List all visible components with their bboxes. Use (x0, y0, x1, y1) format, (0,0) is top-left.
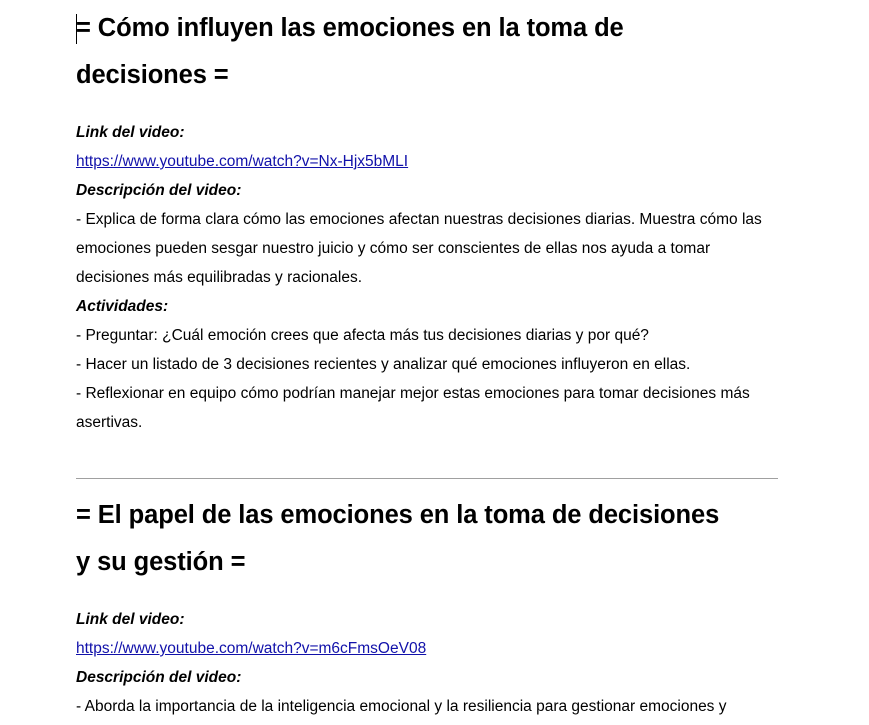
section-2-heading-line2: y su gestión = (76, 548, 246, 576)
section-1-description: - Explica de forma clara cómo las emociones afectan nuestras decisiones diarias. Muestra cómo las emociones pueden sesgar nuestro juicio y cómo ser conscientes de ellas nos ayuda a tomar decisiones más equilibradas y racionales. (76, 211, 762, 286)
section-2 (76, 492, 778, 721)
section-2-description: - Aborda la importancia de la inteligencia emocional y la resiliencia para gestionar emociones y (76, 698, 727, 715)
section-2-heading-line1: = El papel de las emociones en la toma de decisiones (76, 501, 720, 529)
section-1-video-link[interactable]: https://www.youtube.com/watch?v=Nx-Hjx5bMLI (76, 153, 409, 170)
section-1-activity-item: - Reflexionar en equipo cómo podrían manejar mejor estas emociones para tomar decisiones más asertivas. (76, 385, 750, 431)
section-1 (76, 0, 778, 437)
section-2-link-label: Link del video: (76, 611, 185, 628)
section-1-heading-line2: decisiones = (76, 61, 229, 89)
section-1-activities-label: Actividades: (76, 298, 169, 315)
section-1-heading (76, 0, 778, 99)
section-1-activity-item: - Hacer un listado de 3 decisiones recientes y analizar qué emociones influyeron en ellas. (76, 356, 691, 373)
section-2-video-link[interactable]: https://www.youtube.com/watch?v=m6cFmsOeV08 (76, 640, 427, 657)
section-2-description-label: Descripción del video: (76, 669, 242, 686)
section-1-activity-item: - Preguntar: ¿Cuál emoción crees que afecta más tus decisiones diarias y por qué? (76, 327, 649, 344)
section-divider (76, 478, 778, 479)
section-2-heading (76, 492, 778, 586)
section-1-description-label: Descripción del video: (76, 182, 242, 199)
section-1-link-label: Link del video: (76, 124, 185, 141)
section-1-heading-line1: = Cómo influyen las emociones en la toma de (76, 14, 624, 42)
